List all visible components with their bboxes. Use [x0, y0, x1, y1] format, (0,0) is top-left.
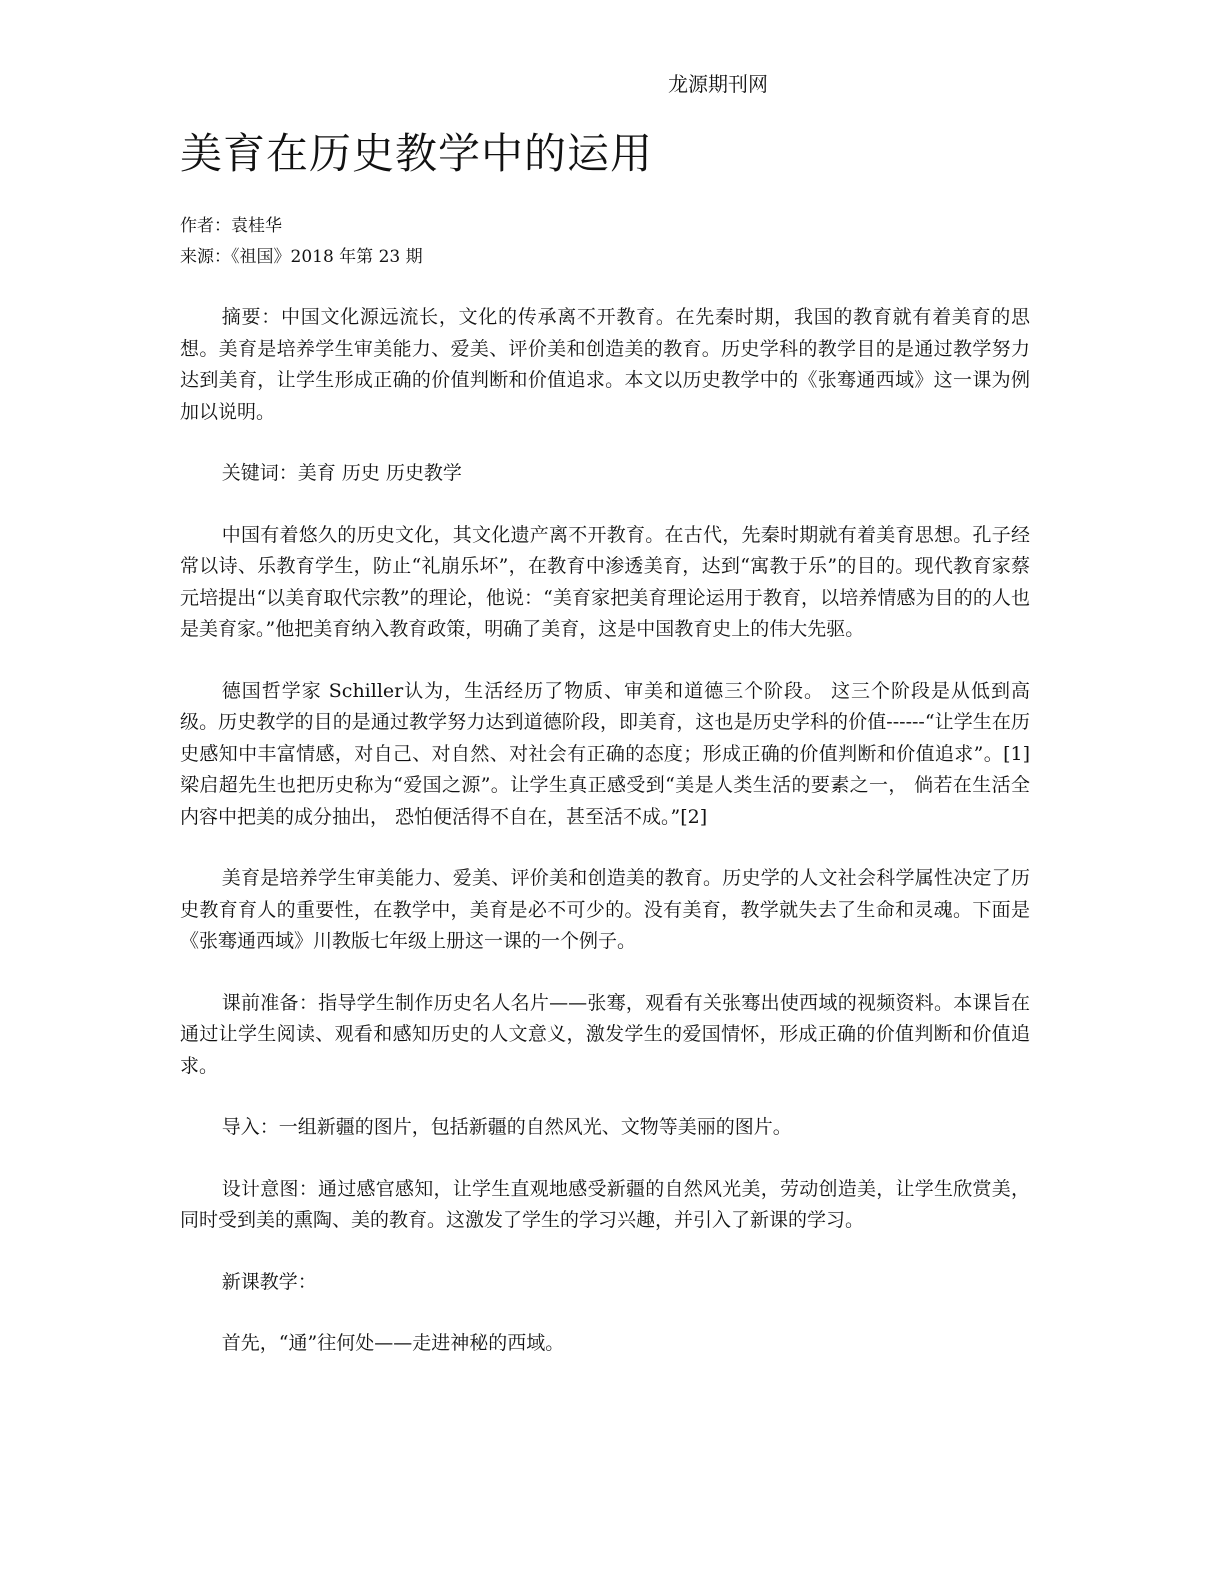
body-paragraph: 美育是培养学生审美能力、爱美、评价美和创造美的教育。历史学的人文社会科学属性决定了历史教育育人的重要性，在教学中，美育是必不可少的。没有美育，教学就失去了生命和灵魂。下面是《张骞通西域》川教版七年级上册这一课的一个例子。 [180, 867, 1030, 952]
article-body [180, 302, 1030, 1390]
source-line: 来源：《祖国》2018 年第 23 期 [180, 247, 423, 267]
body-paragraph: 课前准备：指导学生制作历史名人名片——张骞，观看有关张骞出使西域的视频资料。本课旨在通过让学生阅读、观看和感知历史的人文意义，激发学生的爱国情怀，形成正确的价值判断和价值追求。 [180, 991, 1030, 1077]
body-paragraph: 首先，“通”往何处——走进神秘的西域。 [221, 1332, 565, 1354]
body-paragraph: 德国哲学家 Schiller认为，生活经历了物质、审美和道德三个阶段。 这三个阶段是从低到高级。历史教学的目的是通过教学努力达到道德阶段，即美育，这也是历史学科的价值------“让学生在历史感知中丰富情感，对自己、对自然、对社会有正确的态度；形成正确的价值判断和价值追求”。[1]梁启超先生也把历史称为“爱国之源”。让学生真正感受到“美是人类生活的要素之一， 倘若在生活全内容中把美的成分抽出， 恐怕便活得不自在，甚至活不成。”[2] [180, 679, 1030, 828]
author-line: 作者：袁桂华 [180, 216, 282, 236]
keywords-paragraph: 关键词：美育 历史 历史教学 [221, 462, 462, 484]
body-paragraph: 导入：一组新疆的图片，包括新疆的自然风光、文物等美丽的图片。 [221, 1116, 792, 1138]
section-heading: 新课教学： [221, 1270, 317, 1293]
article-title: 美育在历史教学中的运用 [180, 129, 654, 178]
body-paragraph: 中国有着悠久的历史文化，其文化遗产离不开教育。在古代，先秦时期就有着美育思想。孔子经常以诗、乐教育学生，防止“礼崩乐坏”，在教育中渗透美育，达到“寓教于乐”的目的。现代教育家蔡元培提出“以美育取代宗教”的理论，他说：“美育家把美育理论运用于教育，以培养情感为目的的人也是美育家。”他把美育纳入教育政策，明确了美育，这是中国教育史上的伟大先驱。 [180, 523, 1030, 640]
abstract-paragraph: 摘要：中国文化源远流长，文化的传承离不开教育。在先秦时期，我国的教育就有着美育的思想。美育是培养学生审美能力、爱美、评价美和创造美的教育。历史学科的教学目的是通过教学努力达到美育，让学生形成正确的价值判断和价值追求。本文以历史教学中的《张骞通西域》这一课为例加以说明。 [180, 306, 1030, 423]
body-paragraph: 设计意图：通过感官感知，让学生直观地感受新疆的自然风光美，劳动创造美，让学生欣赏美，同时受到美的熏陶、美的教育。这激发了学生的学习兴趣，并引入了新课的学习。 [180, 1177, 1030, 1231]
site-name: 龙源期刊网 [668, 72, 768, 96]
